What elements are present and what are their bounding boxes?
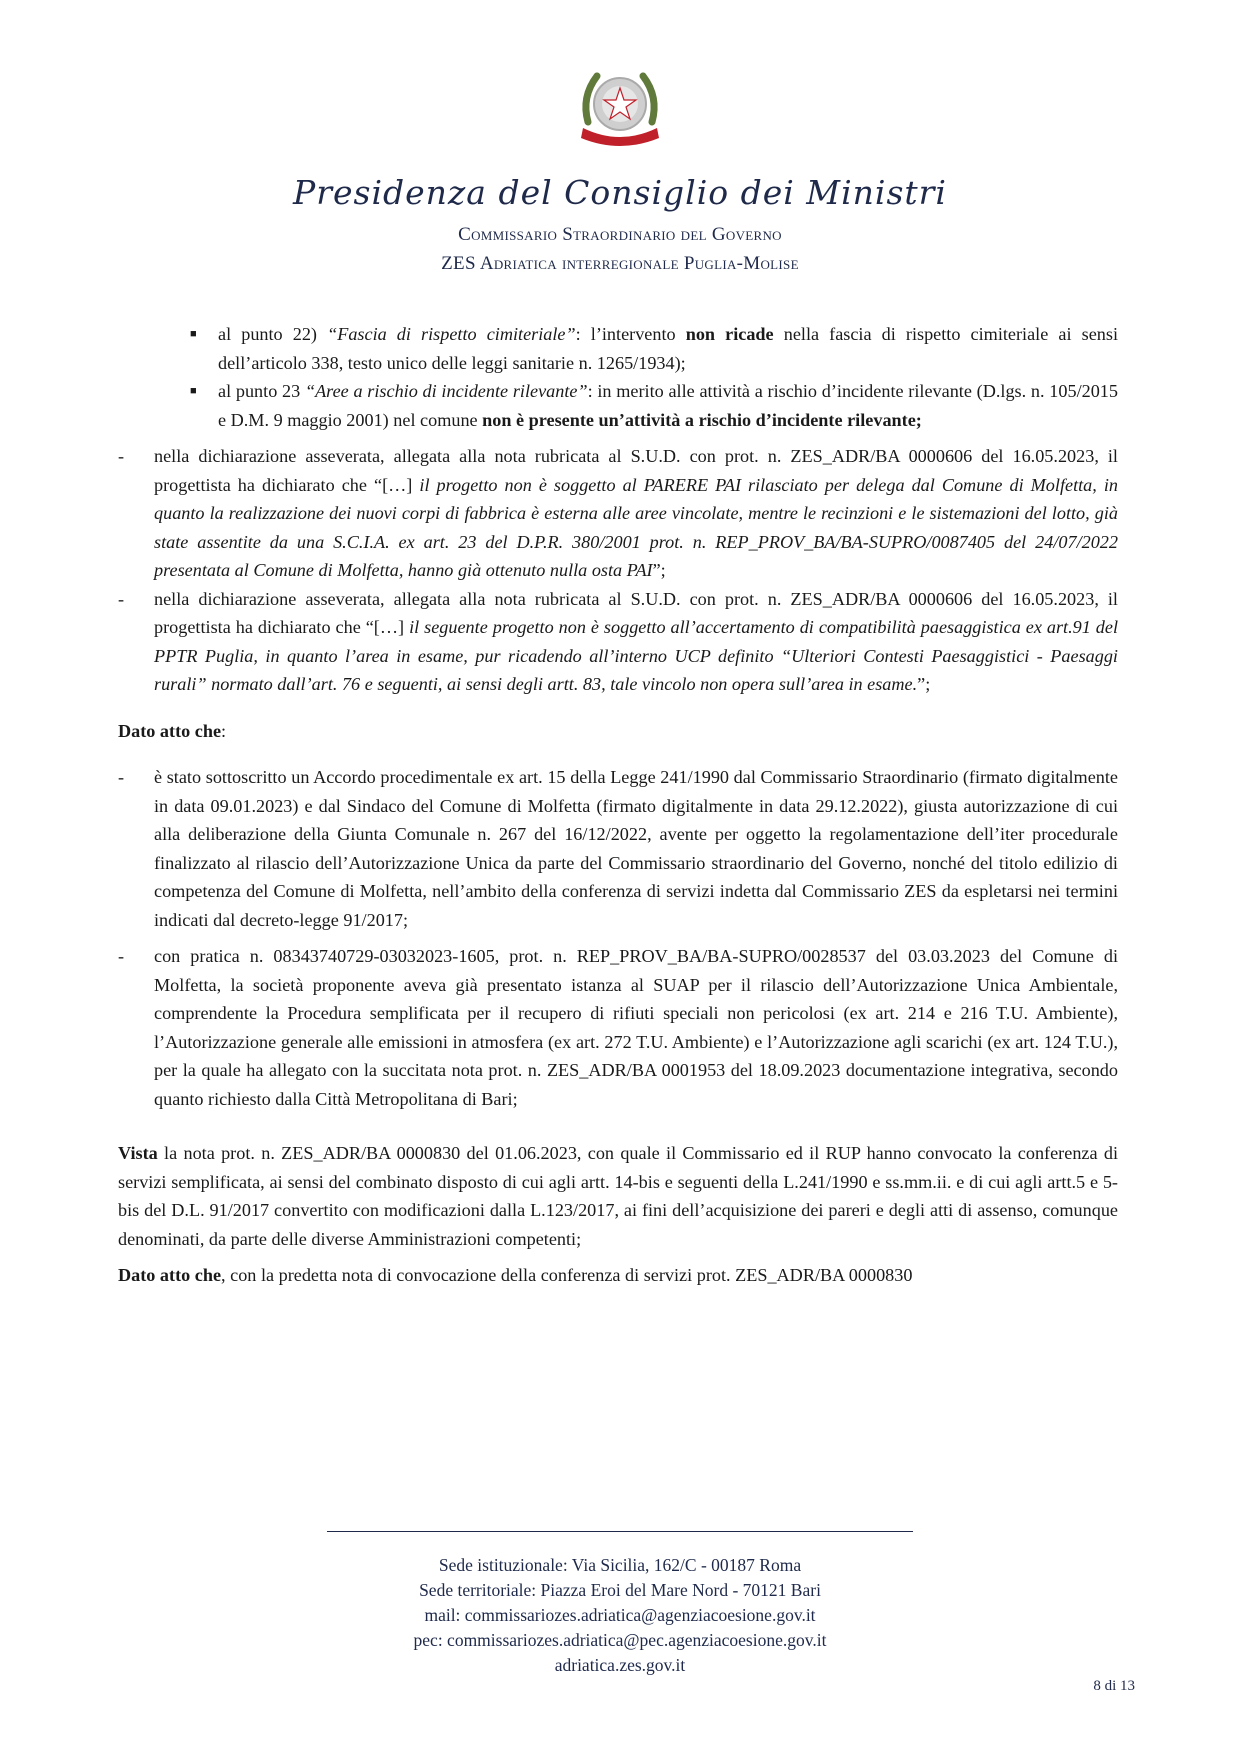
square-bullet-icon: ■ xyxy=(190,385,197,397)
footer-sede-territoriale: Sede territoriale: Piazza Eroi del Mare Nord - 70121 Bari xyxy=(419,1580,821,1600)
dash-marker: - xyxy=(118,588,125,609)
bullet-item: ■ al punto 23 “Aree a rischio di incidente rilevante”: in merito alle attività a rischio d’incidente rilevante (D.lgs. n. 105/2015 e D.M. 9 maggio 2001) nel comune non è presente un’attività a rischio d’incidente rilevante; xyxy=(118,377,1118,434)
footer-pec: pec: commissariozes.adriatica@pec.agenziacoesione.gov.it xyxy=(413,1630,827,1650)
dash-list-item: - è stato sottoscritto un Accordo procedimentale ex art. 15 della Legge 241/1990 dal Commissario Straordinario (firmato digitalmente in data 09.01.2023) e dal Sindaco del Comune di Molfetta (firmato digitalmente in data 29.12.2022), giusta autorizzazione di cui alla deliberazione della Giunta Comunale n. 267 del 16/12/2022, avente per oggetto la regolamentazione dell’iter procedurale finalizzato al rilascio dell’Autorizzazione Unica da parte del Commissario straordinario del Governo, nonché del titolo edilizio di competenza del Comune di Molfetta, nell’ambito della conferenza di servizi indetta dal Commissario ZES da espletarsi nei termini indicati dal decreto-legge 91/2017; xyxy=(118,763,1118,934)
dash-list-item: - con pratica n. 08343740729-03032023-1605, prot. n. REP_PROV_BA/BA-SUPRO/0028537 del 03.03.2023 del Comune di Molfetta, la società proponente aveva già presentato istanza al SUAP per il rilascio dell’Autorizzazione Unica Ambientale, comprendente la Procedura semplificata per il recupero di rifiuti speciali non pericolosi (ex art. 214 e 216 T.U. Ambiente), l’Autorizzazione generale alle emissioni in atmosfera (ex art. 272 T.U. Ambiente) e l’Autorizzazione agli scarichi (ex art. 124 T.U.), per la quale ha allegato con la succitata nota prot. n. ZES_ADR/BA 0001953 del 18.09.2023 documentazione integrativa, secondo quanto richiesto dalla Città Metropolitana di Bari; xyxy=(118,942,1118,1113)
emblem-icon xyxy=(573,62,667,156)
dash-marker: - xyxy=(118,946,125,966)
subtitle-commissario: Commissario Straordinario del Governo xyxy=(458,224,782,245)
dash-list-item: - nella dichiarazione asseverata, allegata alla nota rubricata al S.U.D. con prot. n. ZES_ADR/BA 0000606 del 16.05.2023, il progettista ha dichiarato che “[…] il progetto non è soggetto al PARERE PAI rilasciato per delega dal Comune di Molfetta, in quanto la realizzazione dei nuovi corpi di fabbrica è esterna alle aree vincolate, mentre le recinzioni e le sistemazioni del lotto, già state assentite da una S.C.I.A. ex art. 23 del D.P.R. 380/2001 prot. n. REP_PROV_BA/BA-SUPRO/0087405 del 24/07/2022 presentata al Comune di Molfetta, hanno già ottenuto nulla osta PAI”; xyxy=(118,442,1118,585)
bullet-item: ■ al punto 22) “Fascia di rispetto cimiteriale”: l’intervento non ricade nella fascia di rispetto cimiteriale ai sensi dell’articolo 338, testo unico delle leggi sanitarie n. 1265/1934); xyxy=(118,320,1118,377)
footer-website: adriatica.zes.gov.it xyxy=(554,1655,686,1675)
document-body xyxy=(118,320,1118,1290)
footer-mail: mail: commissariozes.adriatica@agenziacoesione.gov.it xyxy=(424,1605,816,1625)
section-heading-dato-atto: Dato atto che: xyxy=(118,720,227,741)
footer xyxy=(0,1553,1240,1678)
dash-marker: - xyxy=(118,767,125,787)
paragraph-vista: Vista la nota prot. n. ZES_ADR/BA 0000830 del 01.06.2023, con quale il Commissario ed il RUP hanno convocato la conferenza di servizi semplificata, ai sensi del combinato disposto di cui agli artt. 14-bis e seguenti della L.241/1990 e ss.mm.ii. e di cui agli artt.5 e 5-bis del D.L. 91/2017 convertito con modificazioni dalla L.123/2017, ai fini dell’acquisizione dei pareri e degli atti di assenso, comunque denominati, da parte delle diverse Amministrazioni competenti; xyxy=(118,1143,1118,1249)
subtitle-zes: ZES Adriatica interregionale Puglia-Molise xyxy=(441,253,799,274)
footer-divider xyxy=(327,1531,913,1532)
paragraph-dato-atto-final: Dato atto che, con la predetta nota di convocazione della conferenza di servizi prot. ZES_ADR/BA 0000830 xyxy=(118,1265,913,1285)
square-bullet-icon: ■ xyxy=(190,328,197,340)
footer-sede-istituzionale: Sede istituzionale: Via Sicilia, 162/C - 00187 Roma xyxy=(438,1555,802,1575)
page-number: 8 di 13 xyxy=(1093,1678,1135,1694)
page-title: Presidenza del Consiglio dei Ministri xyxy=(293,173,947,212)
dash-marker: - xyxy=(118,446,125,466)
repubblica-italiana-emblem xyxy=(573,62,667,156)
dash-list-item: - nella dichiarazione asseverata, allegata alla nota rubricata al S.U.D. con prot. n. ZES_ADR/BA 0000606 del 16.05.2023, il progettista ha dichiarato che “[…] il seguente progetto non è soggetto all’accertamento di compatibilità paesaggistica ex art.91 del PPTR Puglia, in quanto l’area in esame, pur ricadendo all’interno UCP definito “Ulteriori Contesti Paesaggistici - Paesaggi rurali” normato dall’art. 76 e seguenti, ai sensi degli artt. 83, tale vincolo non opera sull’area in esame.”; xyxy=(118,585,1118,699)
